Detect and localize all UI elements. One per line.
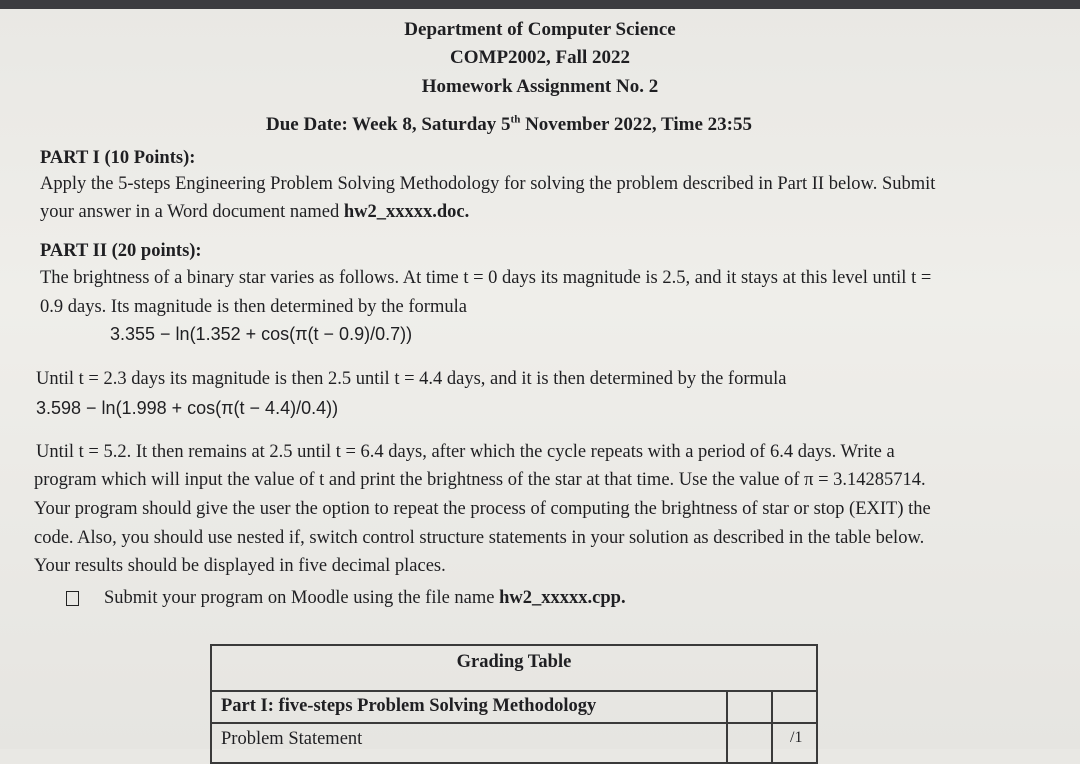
due-date-ordinal: th (510, 113, 521, 126)
grading-table-title: Grading Table (456, 652, 572, 672)
table-column-divider (771, 690, 773, 762)
part-one-line-2 (40, 202, 469, 223)
top-edge-bar (0, 0, 1080, 9)
paragraph-line-2: program which will input the value of t and print the brightness of the star at that time. Use the value of π = 3.14285714. (34, 470, 926, 490)
department-title: Department of Computer Science (404, 19, 676, 40)
checkbox-bullet-icon (66, 591, 79, 606)
part-two-title: PART II (20 points): (40, 241, 202, 261)
part-one-line-1: Apply the 5-steps Engineering Problem Solving Methodology for solving the problem described in Part II below. Submit (40, 174, 936, 194)
submit-instruction (104, 588, 626, 609)
course-title: COMP2002, Fall 2022 (450, 47, 630, 68)
table-row-score: /1 (790, 729, 803, 746)
submit-text: Submit your program on Moodle using the file name (104, 588, 500, 608)
assignment-title: Homework Assignment No. 2 (421, 76, 659, 97)
grading-table (210, 644, 818, 764)
due-date-rest: November 2022, Time 23:55 (520, 114, 753, 135)
cpp-filename: hw2_xxxxx.cpp. (499, 588, 626, 608)
paragraph-line-5: Your results should be displayed in five decimal places. (34, 556, 446, 576)
formula-2: 3.598 − ln(1.998 + cos(π(t − 4.4)/0.4)) (36, 398, 339, 418)
paragraph-line-4: code. Also, you should use nested if, switch control structure statements in your solution as described in the table below. (34, 528, 925, 548)
part-one-title: PART I (10 Points): (40, 148, 196, 168)
table-section-header: Part I: five-steps Problem Solving Methodology (221, 696, 597, 716)
part-two-line-2: 0.9 days. Its magnitude is then determined by the formula (40, 297, 467, 317)
table-column-divider (726, 690, 728, 762)
part-one-line-2-text: your answer in a Word document named (40, 202, 344, 222)
table-row-label: Problem Statement (221, 729, 363, 749)
part-two-line-3: Until t = 2.3 days its magnitude is then 2.5 until t = 4.4 days, and it is then determined by the formula (36, 369, 787, 389)
due-date-main: Due Date: Week 8, Saturday 5 (266, 114, 511, 135)
part-two-line-1: The brightness of a binary star varies as follows. At time t = 0 days its magnitude is 2.5, and it stays at this level until t = (40, 268, 932, 288)
due-date (266, 114, 752, 136)
paragraph-line-1: Until t = 5.2. It then remains at 2.5 until t = 6.4 days, after which the cycle repeats with a period of 6.4 days. Write a (36, 442, 895, 462)
word-filename: hw2_xxxxx.doc. (343, 202, 470, 222)
paragraph-line-3: Your program should give the user the option to repeat the process of computing the brightness of star or stop (EXIT) the (34, 499, 931, 519)
formula-1: 3.355 − ln(1.352 + cos(π(t − 0.9)/0.7)) (110, 324, 413, 344)
